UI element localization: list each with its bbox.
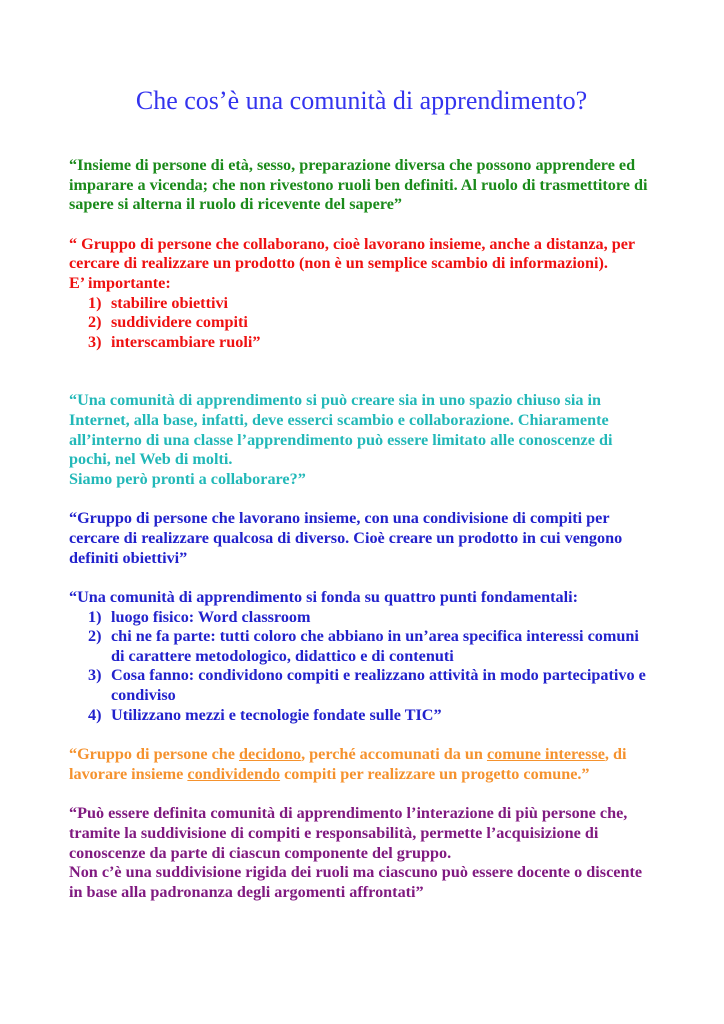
definition-5-list bbox=[69, 608, 654, 726]
definition-4 bbox=[69, 509, 654, 568]
list-item-text: chi ne fa parte: tutti coloro che abbiano in un’area specifica interessi comuni di carattere metodologico, didattico e di contenuti bbox=[111, 627, 639, 665]
list-item-number: 3) bbox=[88, 666, 102, 685]
list-item bbox=[69, 608, 654, 628]
definition-3-text: “Una comunità di apprendimento si può creare sia in uno spazio chiuso sia in Internet, alla base, infatti, deve esserci scambio e collaborazione. Chiaramente all’interno di una classe l’apprendimento può essere limitato alle conoscenze di pochi, nel Web di molti. bbox=[69, 391, 613, 469]
definition-6-part4: compiti per realizzare un progetto comune.” bbox=[280, 764, 590, 783]
list-item bbox=[69, 706, 654, 726]
definition-7-text-2: Non c’è una suddivisione rigida dei ruoli ma ciascuno può essere docente o discente in base alla padronanza degli argomenti affrontati” bbox=[69, 863, 643, 901]
definition-2-list bbox=[69, 294, 654, 353]
list-item bbox=[69, 294, 654, 314]
list-item-number: 3) bbox=[88, 332, 102, 351]
list-item-text: suddividere compiti bbox=[111, 313, 248, 332]
list-item bbox=[69, 333, 654, 353]
list-item bbox=[69, 666, 654, 705]
definition-4-text: “Gruppo di persone che lavorano insieme, con una condivisione di compiti per cercare di realizzare qualcosa di diverso. Cioè creare un prodotto in cui vengono definiti obiettivi” bbox=[69, 509, 623, 567]
definition-5-text: “Una comunità di apprendimento si fonda su quattro punti fondamentali: bbox=[69, 588, 578, 607]
list-item bbox=[69, 313, 654, 333]
definition-1 bbox=[69, 156, 654, 215]
definition-7-text: “Può essere definita comunità di apprendimento l’interazione di più persone che, tramite la suddivisione di compiti e responsabilità, permette l’acquisizione di conoscenze da parte di ciascun componente del gruppo. bbox=[69, 804, 628, 862]
list-item-text: luogo fisico: Word classroom bbox=[111, 607, 311, 626]
definition-6-underlined-decidono: decidono bbox=[239, 745, 302, 764]
definition-6-underlined-condividendo: condividendo bbox=[187, 764, 281, 783]
definition-6-part1: “Gruppo di persone che bbox=[69, 745, 239, 764]
definition-3 bbox=[69, 391, 654, 489]
definition-1-text: “Insieme di persone di età, sesso, preparazione diversa che possono apprendere ed imparare a vicenda; che non rivestono ruoli ben definiti. Al ruolo di trasmettitore di sapere si alterna il ruolo di ricevente del sapere” bbox=[69, 156, 648, 214]
list-item-text: interscambiare ruoli” bbox=[111, 332, 261, 351]
list-item-text: Cosa fanno: condividono compiti e realizzano attività in modo partecipativo e condiviso bbox=[111, 666, 646, 705]
list-item-number: 1) bbox=[88, 293, 102, 312]
list-item-text: Utilizzano mezzi e tecnologie fondate sulle TIC” bbox=[111, 705, 442, 724]
list-item-text: stabilire obiettivi bbox=[111, 293, 229, 312]
definition-5 bbox=[69, 588, 654, 725]
definition-6-text bbox=[69, 745, 654, 784]
definition-7 bbox=[69, 804, 654, 902]
list-item-number: 2) bbox=[88, 313, 102, 332]
list-item bbox=[69, 627, 654, 666]
definition-6-part3: , di lavorare insieme bbox=[69, 745, 627, 783]
definition-3-question: Siamo però pronti a collaborare?” bbox=[69, 469, 306, 488]
list-item-number: 1) bbox=[88, 607, 102, 626]
page-title: Che cos’è una comunità di apprendimento? bbox=[135, 86, 588, 115]
definition-6-underlined-interesse: comune interesse bbox=[486, 745, 605, 764]
definition-2-text: “ Gruppo di persone che collaborano, cioè lavorano insieme, anche a distanza, per cercare di realizzare un prodotto (non è un semplice scambio di informazioni). bbox=[69, 234, 635, 273]
definition-2 bbox=[69, 235, 654, 353]
definition-6-part2: , perché accomunati da un bbox=[301, 745, 487, 764]
list-item-number: 2) bbox=[88, 627, 102, 646]
definition-6 bbox=[69, 745, 654, 784]
definition-2-important: E’ importante: bbox=[69, 273, 171, 292]
list-item-number: 4) bbox=[88, 705, 102, 724]
